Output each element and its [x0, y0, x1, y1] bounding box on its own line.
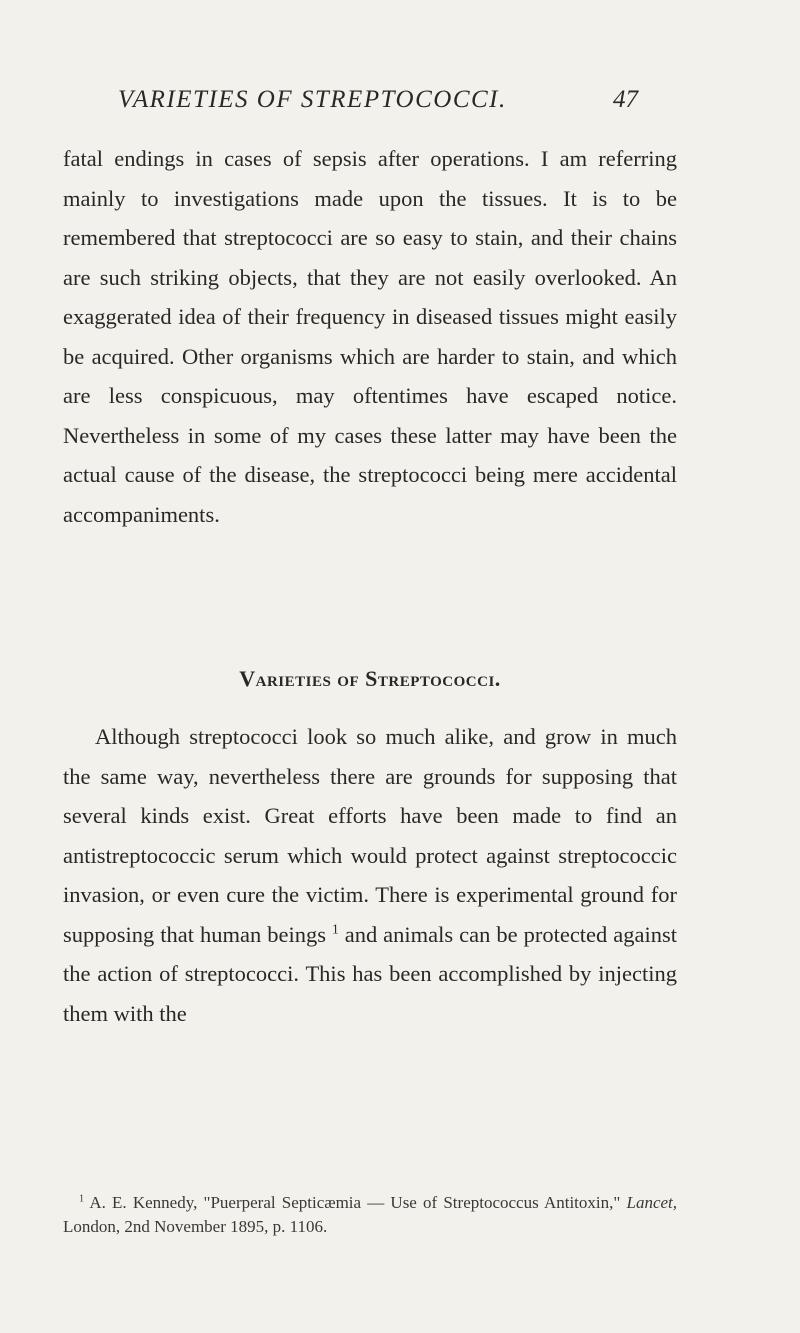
- running-title: VARIETIES OF STREPTOCOCCI.: [118, 86, 507, 113]
- footnote-mark: 1: [79, 1193, 85, 1205]
- paragraph-2-text-after-ref: and animals can be protected against the action of streptococci. This has been accomplished by injecting them with the: [63, 921, 678, 1026]
- footnote: [63, 1191, 677, 1239]
- footnote-text-before-journal: A. E. Kennedy, "Puerperal Septicæmia — Use of Streptococcus Antitoxin,": [89, 1193, 621, 1212]
- footnote-text-after-journal: London, 2nd November 1895, p. 1106.: [63, 1217, 328, 1236]
- footnote-reference-mark: 1: [331, 921, 339, 936]
- paragraph-1: fatal endings in cases of sepsis after operations. I am referring mainly to investigations made upon the tissues. It is to be remembered that streptococci are so easy to stain, and their chains are such striking objects, that they are not easily overlooked. An exaggerated idea of their frequency in diseased tissues might easily be acquired. Other organisms which are harder to stain, and which are less conspicuous, may oftentimes have escaped notice. Nevertheless in some of my cases these latter may have been the actual cause of the disease, the streptococci being mere accidental accompaniments.: [63, 146, 677, 527]
- running-head: [0, 86, 800, 118]
- page-number: 47: [613, 86, 638, 113]
- paragraph-2: [63, 717, 677, 1033]
- paragraph-2-text-before-ref: Although streptococci look so much alike, and grow in much the same way, nevertheless there are grounds for supposing that several kinds exist. Great efforts have been made to find an antistreptococcic serum which would protect against streptococcic invasion, or even cure the victim. There is experimental ground for supposing that human beings: [63, 724, 677, 947]
- footnote-journal-name: Lancet,: [626, 1193, 678, 1212]
- section-heading: Varieties of Streptococci.: [239, 666, 501, 691]
